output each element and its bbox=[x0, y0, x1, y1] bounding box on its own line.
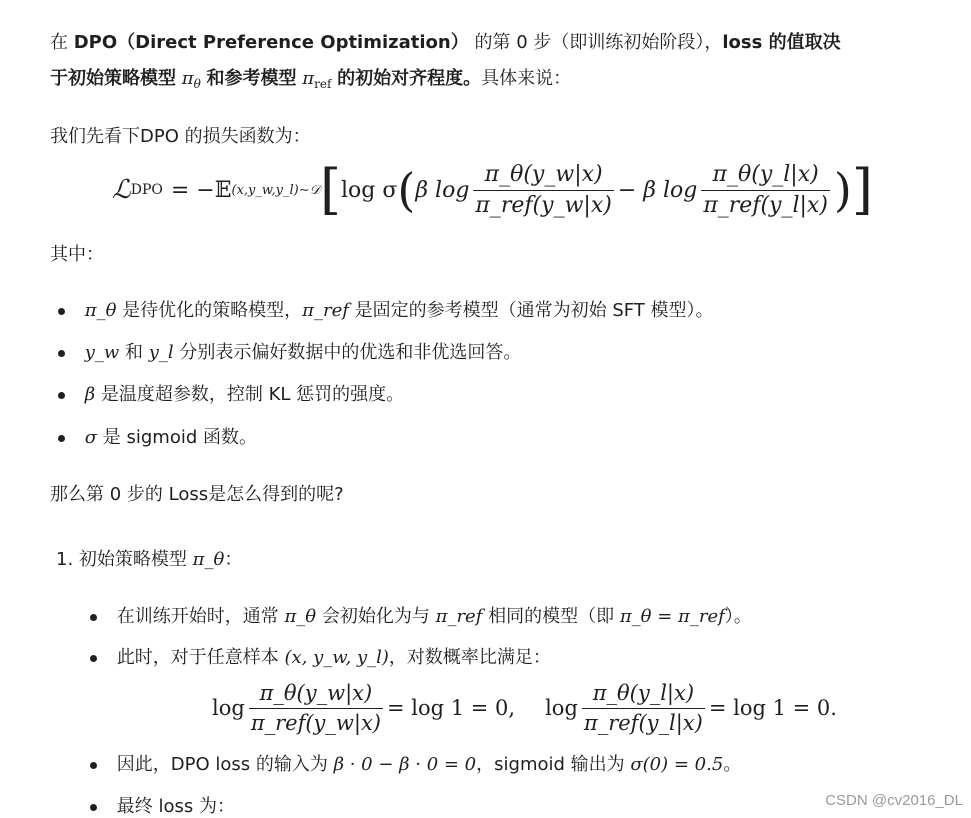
bullet-text: 因此，DPO loss 的输入为 bbox=[116, 754, 328, 775]
pi-symbol: π bbox=[181, 68, 194, 89]
equals-zero: = log 1 = 0, bbox=[387, 696, 516, 720]
bullet-text: ，sigmoid 输出为 bbox=[476, 754, 625, 775]
loss-intro: 我们先看下DPO 的损失函数为： bbox=[50, 126, 311, 147]
bullet-icon bbox=[58, 392, 65, 399]
list-item bbox=[58, 423, 257, 449]
bullet-text: ，对数概率比满足： bbox=[388, 647, 551, 668]
step-colon: ： bbox=[224, 549, 243, 570]
bullet-text: 分别表示偏好数据中的优选和非优选回答。 bbox=[173, 342, 522, 363]
intro-text: 具体来说： bbox=[481, 68, 572, 89]
loss-symbol: ℒ bbox=[112, 175, 131, 205]
ref-subscript: ref bbox=[314, 77, 332, 91]
equals-zero: = log 1 = 0. bbox=[708, 696, 837, 720]
log-label: log bbox=[212, 696, 245, 720]
bullet-text: 是温度超参数，控制 KL 惩罚的强度。 bbox=[95, 384, 405, 405]
log-ratio-formula bbox=[212, 676, 837, 740]
bullet-math: β · 0 − β · 0 = 0 bbox=[333, 754, 477, 775]
intro-line-2 bbox=[50, 64, 571, 91]
step-1-heading bbox=[56, 545, 242, 571]
bullet-math: σ(0) = 0.5 bbox=[630, 754, 724, 775]
bullet-text: 在训练开始时，通常 bbox=[116, 606, 279, 627]
intro-bold-text: loss 的值取决 bbox=[722, 32, 841, 53]
pi-symbol: π bbox=[302, 68, 315, 89]
list-item bbox=[90, 792, 235, 818]
bullet-icon bbox=[58, 308, 65, 315]
list-item bbox=[58, 296, 714, 322]
right-paren: ) bbox=[833, 163, 852, 217]
question: 那么第 0 步的 Loss是怎么得到的呢? bbox=[50, 484, 344, 505]
intro-bold-text: 和参考模型 bbox=[206, 68, 297, 89]
bullet-icon bbox=[58, 435, 65, 442]
denominator: π_ref(y_l|x) bbox=[583, 711, 703, 736]
left-paren: ( bbox=[397, 163, 416, 217]
bullet-icon bbox=[90, 655, 97, 662]
bullet-text: 是待优化的策略模型， bbox=[116, 300, 303, 321]
right-bracket: ] bbox=[851, 158, 873, 221]
expectation-subscript: (x,y_w,y_l)∼𝒟 bbox=[231, 182, 320, 198]
minus-beta-log: − β log bbox=[617, 177, 698, 203]
step-math: π_θ bbox=[192, 549, 225, 570]
bullet-icon bbox=[90, 804, 97, 811]
intro-text: 的第 0 步（即训练初始阶段）， bbox=[474, 32, 723, 53]
theta-subscript: θ bbox=[193, 77, 201, 91]
log-label: log bbox=[545, 696, 578, 720]
bullet-math: π_θ bbox=[84, 300, 117, 321]
list-item bbox=[58, 380, 404, 406]
bullet-text: 此时，对于任意样本 bbox=[116, 647, 279, 668]
intro-dpo-term: DPO（Direct Preference Optimization） bbox=[73, 32, 469, 53]
bullet-icon bbox=[90, 762, 97, 769]
loss-subscript: DPO bbox=[130, 182, 163, 198]
bullet-icon bbox=[58, 350, 65, 357]
list-item bbox=[58, 338, 521, 364]
log-sigma: log σ bbox=[341, 177, 398, 203]
bullet-text: 相同的模型（即 bbox=[488, 606, 615, 627]
beta-log: β log bbox=[415, 177, 470, 203]
bullet-math: π_ref bbox=[435, 606, 483, 627]
intro-line-1 bbox=[50, 28, 841, 54]
bullet-text: 。 bbox=[723, 754, 742, 775]
expectation: = −𝔼 bbox=[170, 177, 232, 203]
intro-bold-text: 的初始对齐程度。 bbox=[337, 68, 482, 89]
list-item bbox=[90, 602, 752, 628]
fraction-rejected bbox=[701, 162, 830, 218]
numerator: π_θ(y_w|x) bbox=[484, 161, 603, 187]
dpo-loss-formula bbox=[112, 150, 873, 230]
bullet-math: π_θ = π_ref bbox=[619, 606, 725, 627]
bullet-math: β bbox=[84, 384, 96, 405]
bullet-text: 是固定的参考模型（通常为初始 SFT 模型）。 bbox=[348, 300, 714, 321]
intro-bold-text: 于初始策略模型 bbox=[50, 68, 176, 89]
bullet-text: 和 bbox=[119, 342, 149, 363]
bullet-text: ）。 bbox=[724, 606, 752, 627]
bullet-math: π_ref bbox=[302, 300, 349, 321]
step-number: 1. bbox=[56, 549, 74, 570]
bullet-math: π_θ bbox=[284, 606, 317, 627]
step-label: 初始策略模型 bbox=[78, 549, 187, 570]
watermark: CSDN @cv2016_DL bbox=[825, 792, 963, 809]
numerator: π_θ(y_l|x) bbox=[592, 680, 695, 705]
left-bracket: [ bbox=[319, 158, 342, 221]
list-item bbox=[90, 750, 741, 776]
list-item bbox=[90, 643, 551, 669]
numerator: π_θ(y_l|x) bbox=[712, 161, 819, 187]
bullet-text: 是 sigmoid 函数。 bbox=[97, 427, 257, 448]
intro-text: 在 bbox=[50, 32, 68, 53]
fraction-rejected bbox=[582, 681, 705, 735]
bullet-math: σ bbox=[84, 427, 98, 448]
denominator: π_ref(y_w|x) bbox=[475, 193, 612, 219]
denominator: π_ref(y_w|x) bbox=[250, 711, 381, 736]
bullet-math: y_l bbox=[148, 342, 174, 363]
denominator: π_ref(y_l|x) bbox=[703, 193, 828, 219]
numerator: π_θ(y_w|x) bbox=[259, 680, 373, 705]
fraction-chosen bbox=[249, 681, 383, 735]
fraction-chosen bbox=[473, 162, 613, 218]
bullet-math: (x, y_w, y_l) bbox=[284, 647, 389, 668]
bullet-icon bbox=[90, 614, 97, 621]
bullet-math: y_w bbox=[84, 342, 120, 363]
bullet-text: 会初始化为与 bbox=[321, 606, 430, 627]
bullet-text: 最终 loss 为： bbox=[116, 796, 235, 817]
where-label: 其中： bbox=[50, 244, 104, 265]
